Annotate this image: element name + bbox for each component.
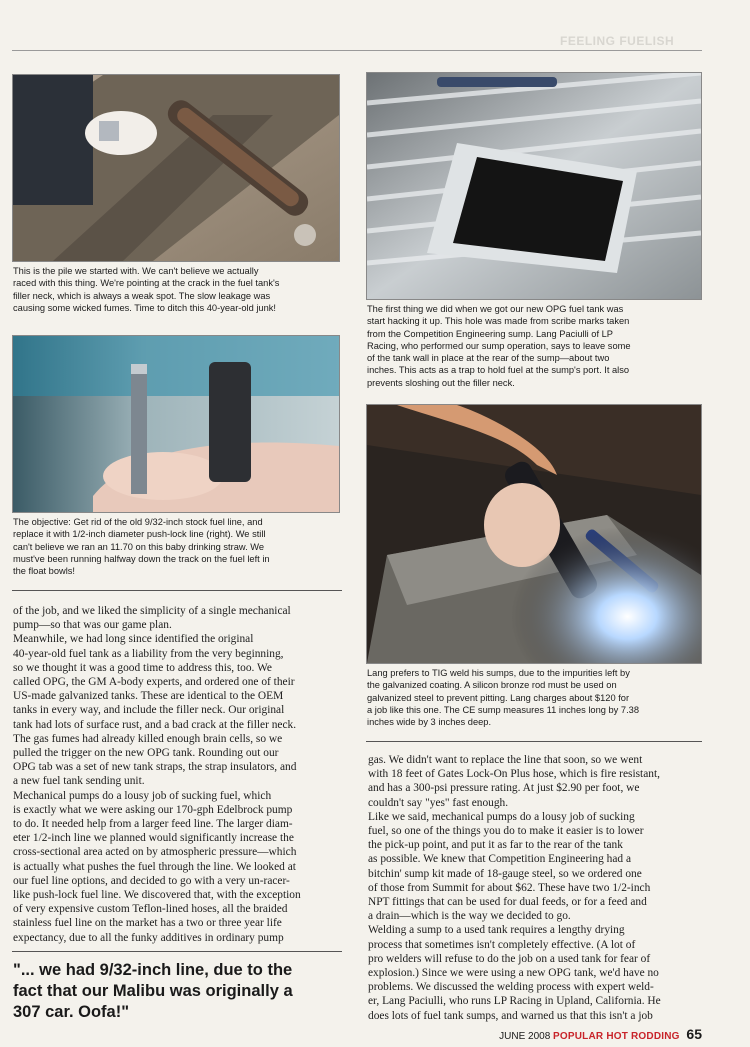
body-line: pro welders will refuse to do the job on a used tank for fear of xyxy=(368,952,651,965)
photo-tank-hole xyxy=(366,72,702,300)
page-number: 65 xyxy=(686,1026,702,1042)
body-line: so we thought it was a good time to address this, too. We xyxy=(13,661,272,674)
body-line: pump—so that was our game plan. xyxy=(13,619,172,632)
body-line: and has a 300-psi pressure rating. At just $2.90 per foot, we xyxy=(368,782,640,795)
caption-line: of the tank wall in place at the rear of the sump—about two xyxy=(367,353,610,364)
caption-tig-welding xyxy=(367,667,707,728)
body-line: as possible. We knew that Competition Engineering had a xyxy=(368,853,632,866)
body-line: tank had lots of surface rust, and a bad crack at the filler neck. xyxy=(13,718,297,731)
caption-line: can't believe we ran an 11.70 on this baby drinking straw. We xyxy=(13,541,265,552)
article-body-right xyxy=(368,753,704,1023)
body-line: called OPG, the GM A-body experts, and ordered one of their xyxy=(13,676,295,689)
caption-line: start hacking it up. This hole was made from scribe marks taken xyxy=(367,316,630,327)
caption-old-fuel-tank xyxy=(13,265,343,314)
body-line: process that sometimes isn't completely effective. (A lot of xyxy=(368,938,636,951)
body-line: of the job, and we liked the simplicity of a single mechanical xyxy=(13,605,291,617)
caption-line: a job like this one. The CE sump measures 11 inches long by 7.38 xyxy=(367,704,640,715)
caption-line: inches. This acts as a trap to hold fuel at the sump's port. It also xyxy=(367,365,630,376)
caption-line: replace it with 1/2-inch diameter push-lock line (right). We still xyxy=(13,529,266,540)
body-line: is exactly what we were asking our 170-gph Edelbrock pump xyxy=(13,803,293,816)
issue-date: JUNE 2008 xyxy=(499,1031,551,1042)
body-line: a drain—which is the way we decided to go. xyxy=(368,910,571,923)
body-line: The gas fumes had already killed enough brain cells, so we xyxy=(13,732,283,745)
pull-quote xyxy=(13,960,343,1023)
magazine-name: POPULAR HOT RODDING xyxy=(553,1031,680,1042)
caption-line: must've been running halfway down the track on the fuel left in xyxy=(13,553,270,564)
body-line: pulled the trigger on the new OPG tank. Rounding out our xyxy=(13,747,279,760)
body-line: does lots of fuel tank sumps, and warned us that this isn't a job xyxy=(368,1009,653,1022)
caption-line: galvanized steel to prevent pitting. Lang charges about $120 for xyxy=(367,692,630,703)
caption-line: filler neck, which is always a weak spot. The slow leakage was xyxy=(13,290,271,301)
caption-line: The objective: Get rid of the old 9/32-inch stock fuel line, and xyxy=(13,517,263,527)
caption-line: the galvanized coating. A silicon bronze rod must be used on xyxy=(367,680,617,691)
body-line: eter 1/2-inch line we planned would significantly increase the xyxy=(13,832,294,845)
body-line: fuel, so one of the things you do to make it easier is to lower xyxy=(368,825,644,838)
caption-line: inches wide by 3 inches deep. xyxy=(367,717,492,728)
body-line: with 18 feet of Gates Lock-On Plus hose, which is fire resistant, xyxy=(368,768,660,781)
running-header: FEELING FUELISH xyxy=(560,34,675,48)
body-line: of those from Summit for about $62. These have two 1/2-inch xyxy=(368,881,651,894)
pull-quote-line: 307 car. Oofa!" xyxy=(13,1003,130,1021)
caption-divider xyxy=(12,590,342,591)
caption-fuel-lines xyxy=(13,516,343,577)
caption-line: The first thing we did when we got our new OPG fuel tank was xyxy=(367,304,624,314)
photo-fuel-lines xyxy=(12,335,340,513)
header-rule xyxy=(12,50,702,51)
body-line: is actually what pushes the fuel through the line. We looked at xyxy=(13,860,296,873)
caption-line: This is the pile we started with. We can't believe we actually xyxy=(13,266,259,276)
body-line: explosion.) Since we were using a new OPG tank, we'd have no xyxy=(368,967,659,980)
body-line: 40-year-old fuel tank as a liability from the very beginning, xyxy=(13,647,284,660)
photo-tig-welding xyxy=(366,404,702,664)
body-line: Meanwhile, we had long since identified the original xyxy=(13,633,254,646)
pull-quote-rule xyxy=(12,951,342,952)
caption-tank-hole xyxy=(367,303,707,389)
body-line: tanks in every way, and include the filler neck. Our original xyxy=(13,704,285,717)
page-footer xyxy=(499,1026,702,1042)
pull-quote-line: "... we had 9/32-inch line, due to the xyxy=(13,961,293,979)
article-body-left xyxy=(13,604,343,945)
body-line: the pick-up point, and put it as far to the rear of the tank xyxy=(368,839,623,852)
caption-line: raced with this thing. We're pointing at the crack in the fuel tank's xyxy=(13,278,280,289)
photo-old-fuel-tank xyxy=(12,74,340,262)
body-line: expectancy, due to all the funky additives in ordinary pump xyxy=(13,931,284,944)
body-line: stainless fuel line on the market has a two or three year life xyxy=(13,917,282,930)
caption-divider xyxy=(366,741,702,742)
body-line: a new fuel tank sending unit. xyxy=(13,775,145,788)
body-line: OPG tab was a set of new tank straps, the strap insulators, and xyxy=(13,761,297,774)
body-line: gas. We didn't want to replace the line that soon, so we went xyxy=(368,754,643,766)
body-line: our fuel line options, and decided to go with a very un-racer- xyxy=(13,874,290,887)
body-line: couldn't say "yes" fast enough. xyxy=(368,796,509,809)
caption-line: Lang prefers to TIG weld his sumps, due to the impurities left by xyxy=(367,668,630,678)
caption-line: prevents sloshing out the filler neck. xyxy=(367,377,515,388)
body-line: of very expensive custom Teflon-lined hoses, all the braided xyxy=(13,903,288,916)
body-line: NPT fittings that can be used for dual feeds, or for a feed and xyxy=(368,896,647,909)
body-line: like push-lock fuel line. We discovered that, with the exception xyxy=(13,889,301,902)
body-line: er, Lang Paciulli, who runs LP Racing in Upland, California. He xyxy=(368,995,661,1008)
caption-line: from the Competition Engineering sump. Lang Paciulli of LP xyxy=(367,328,613,339)
caption-line: Racing, who performed our sump operation, says to leave some xyxy=(367,340,631,351)
pull-quote-line: fact that our Malibu was originally a xyxy=(13,982,293,1000)
body-line: bitchin' sump kit made of 18-gauge steel, so we ordered one xyxy=(368,867,642,880)
body-line: Mechanical pumps do a lousy job of sucking fuel, which xyxy=(13,789,272,802)
body-line: problems. We discussed the welding process with expert weld- xyxy=(368,981,654,994)
body-line: cross-sectional area acted on by atmospheric pressure—which xyxy=(13,846,297,859)
body-line: Welding a sump to a used tank requires a lengthy drying xyxy=(368,924,625,937)
caption-line: causing some wicked fumes. Time to ditch this 40-year-old junk! xyxy=(13,302,277,313)
body-line: to do. It needed help from a larger feed line. The larger diam- xyxy=(13,818,293,831)
caption-line: the float bowls! xyxy=(13,566,76,577)
body-line: Like we said, mechanical pumps do a lousy job of sucking xyxy=(368,810,635,823)
body-line: US-made galvanized tanks. These are identical to the OEM xyxy=(13,690,284,703)
